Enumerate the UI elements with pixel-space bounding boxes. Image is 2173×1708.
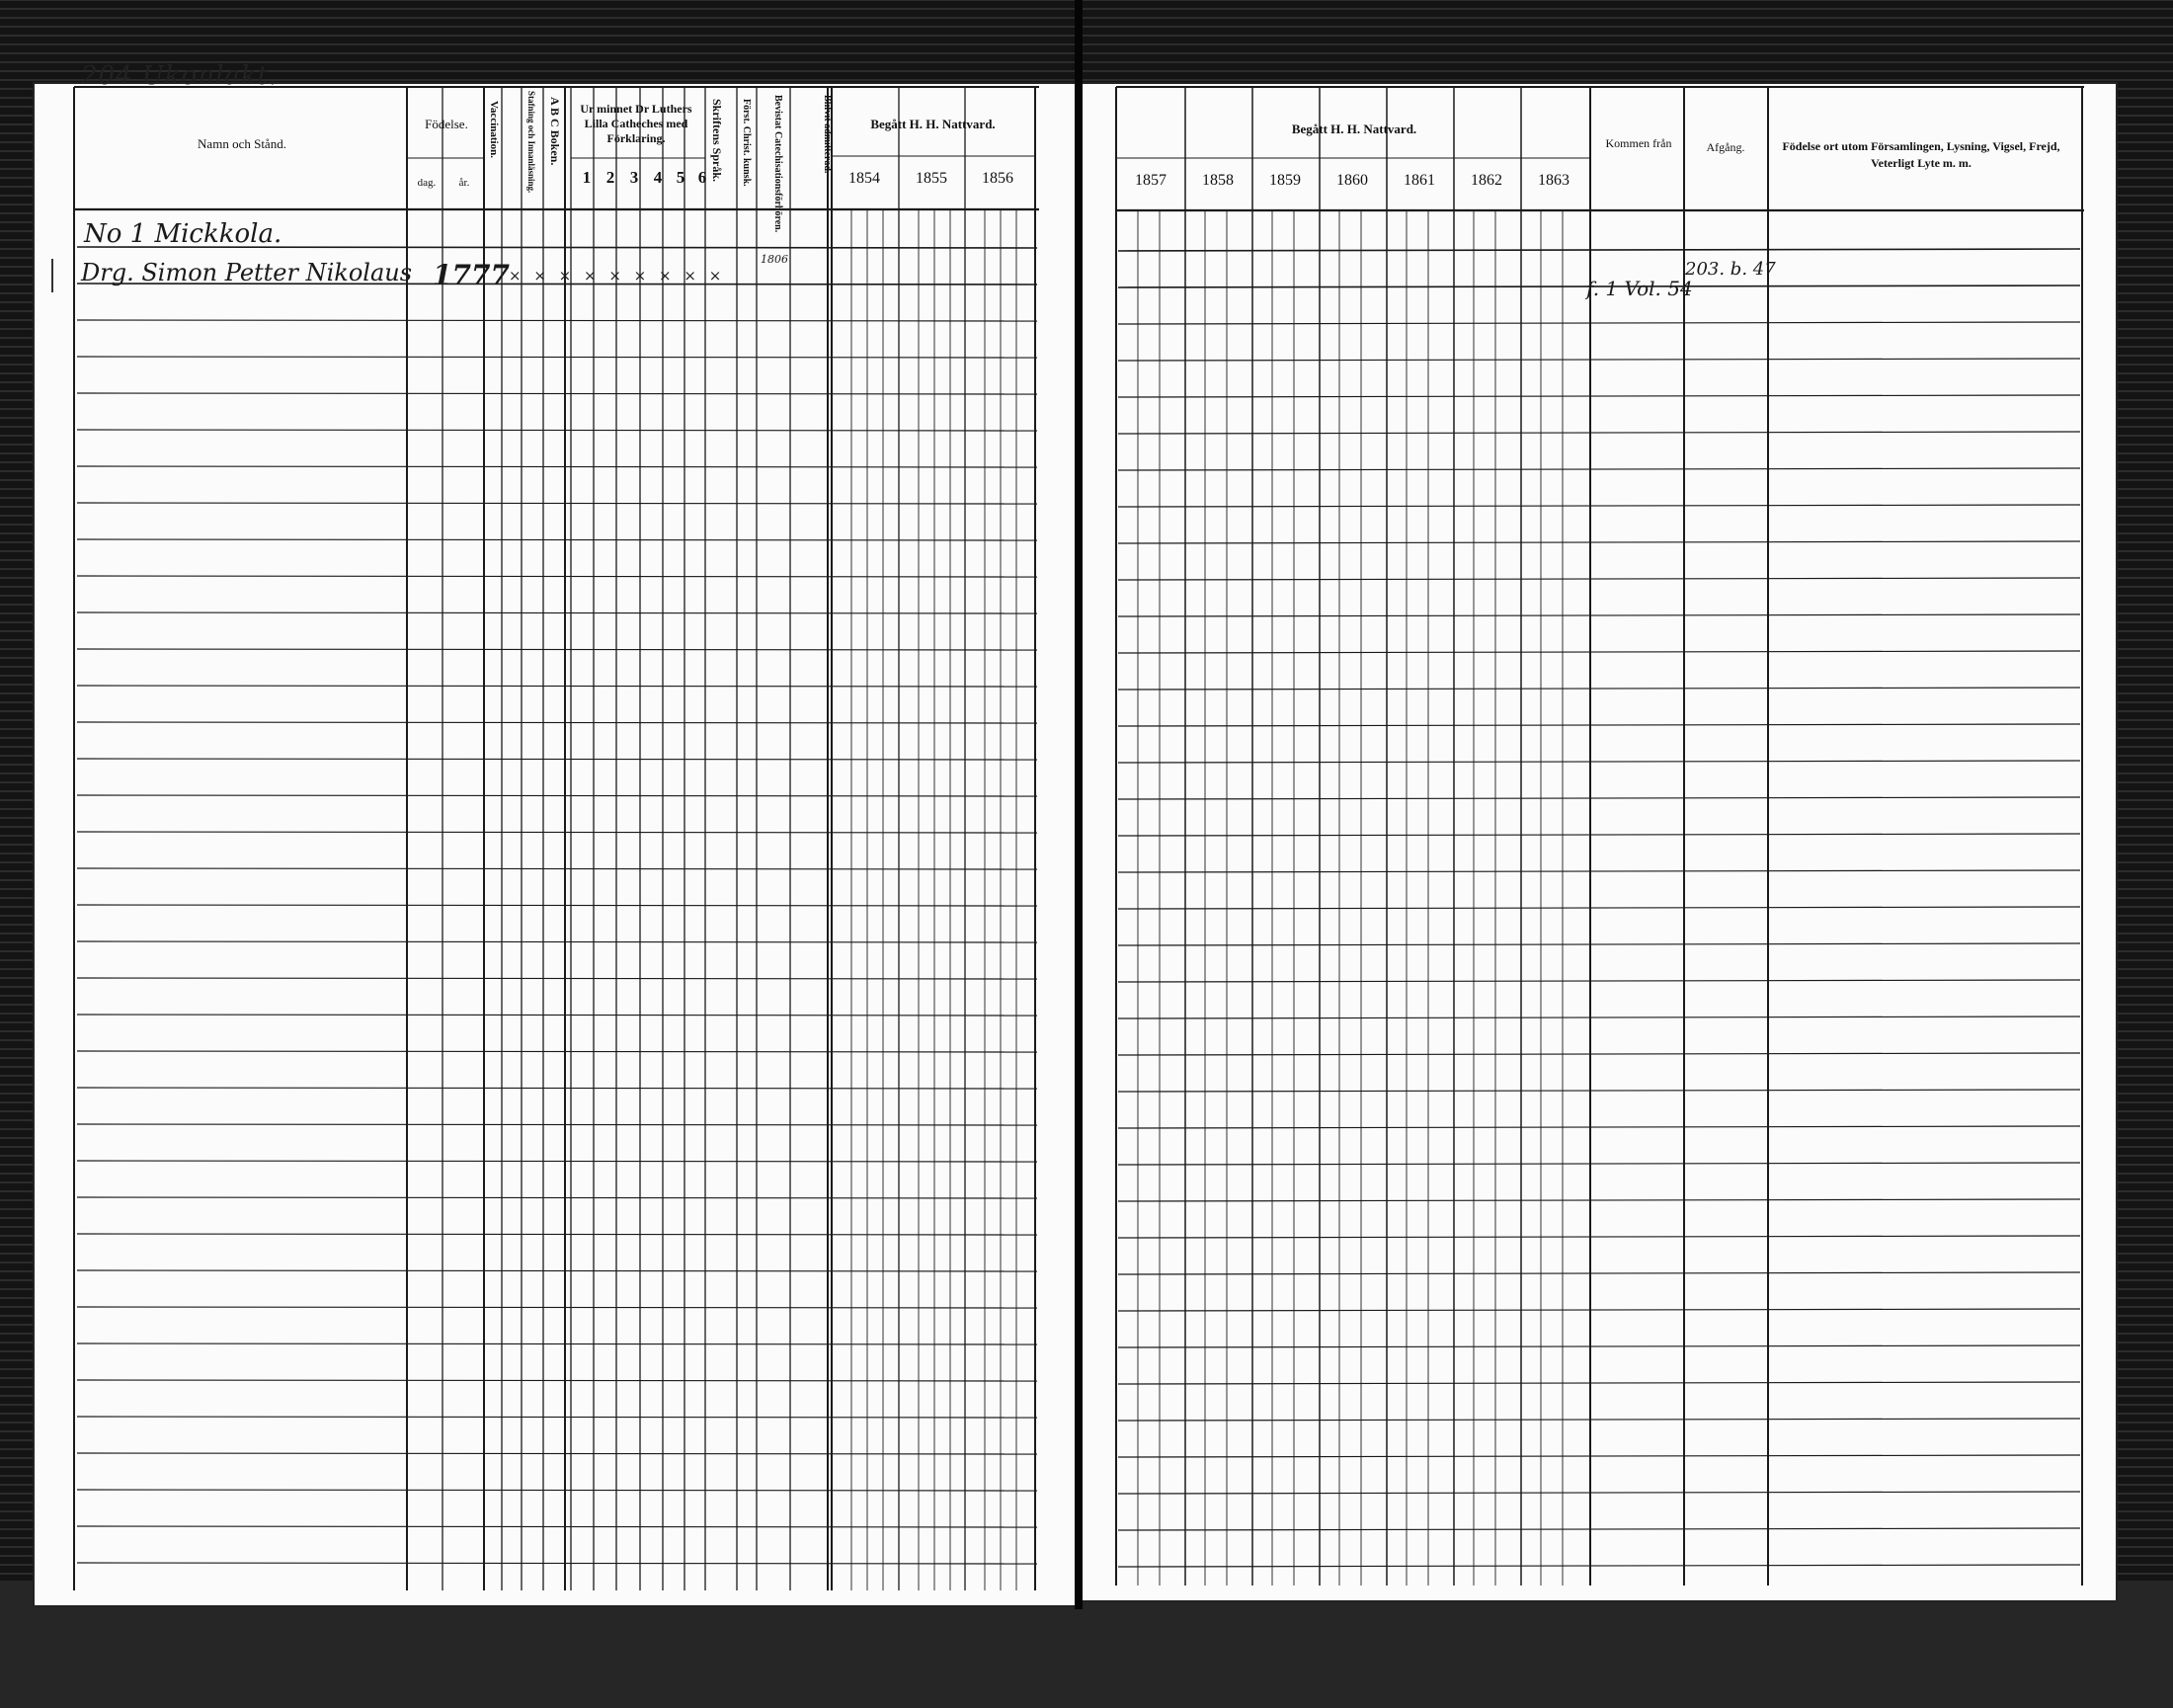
catechism-part-3: 3 <box>629 168 639 187</box>
grid-line <box>1118 578 2080 580</box>
grid-line <box>1118 1053 2080 1055</box>
grid-line <box>1118 1090 2080 1092</box>
grid-line <box>77 649 1037 650</box>
grid-line <box>1118 1236 2080 1238</box>
year-right-1860: 1860 <box>1336 172 1368 189</box>
header-afgang: Afgång. <box>1706 140 1745 154</box>
grid-line <box>77 357 1037 358</box>
grid-line <box>77 1088 1037 1089</box>
entry-household: No 1 Mickkola. <box>84 219 282 249</box>
grid-line <box>77 1124 1037 1125</box>
grid-line <box>1118 688 2080 690</box>
header-vaccination: Vaccination. <box>488 101 500 158</box>
grid-line <box>77 393 1037 394</box>
grid-line <box>77 795 1037 796</box>
grid-line <box>1118 834 2080 836</box>
grid-line <box>1118 1199 2080 1201</box>
grid-line <box>1118 1419 2080 1421</box>
grid-line <box>77 978 1037 979</box>
grid-line <box>1118 1345 2080 1347</box>
grid-line <box>77 1051 1037 1052</box>
grid-line <box>1118 395 2080 397</box>
grid-line <box>77 466 1037 467</box>
grid-line <box>77 1161 1037 1162</box>
header-ar: år. <box>458 177 470 189</box>
grid-line <box>1118 1492 2080 1494</box>
grid-line <box>77 320 1037 321</box>
grid-line <box>1118 761 2080 763</box>
grid-line <box>1118 249 2080 251</box>
grid-line <box>77 1380 1037 1381</box>
page-number-note: 204 Ukonlakt. <box>81 61 279 91</box>
grid-line <box>77 1417 1037 1418</box>
grid-line <box>77 1270 1037 1271</box>
catechism-part-2: 2 <box>605 168 615 187</box>
grid-line <box>1118 1017 2080 1018</box>
header-skriften: Skriftens Språk. <box>710 99 724 183</box>
grid-line <box>1118 870 2080 872</box>
year-right-1862: 1862 <box>1471 172 1502 189</box>
grid-line <box>77 722 1037 723</box>
grid-line <box>1118 797 2080 799</box>
grid-line <box>1118 359 2080 361</box>
header-catechism: Ur minnet Dr Luthers Lilla Catheches med Förklaring. <box>580 102 692 145</box>
grid-line <box>77 539 1037 540</box>
grid-line <box>77 1526 1037 1527</box>
grid-line <box>1118 1272 2080 1274</box>
header-stafning: Stafning och Innanläsning. <box>526 91 536 194</box>
year-left-1854: 1854 <box>848 170 880 187</box>
grid-line <box>77 1307 1037 1308</box>
grid-line <box>77 686 1037 687</box>
entry-kommen-fran: f. 1 Vol. 54 <box>1586 277 1693 300</box>
year-right-1857: 1857 <box>1135 172 1167 189</box>
catechism-part-4: 4 <box>653 168 663 187</box>
header-abc: A B C Boken. <box>548 97 562 166</box>
header-namn-och-stand: Namn och Stånd. <box>198 136 286 151</box>
grid-line <box>1118 322 2080 324</box>
year-right-1859: 1859 <box>1269 172 1301 189</box>
grid-line <box>77 759 1037 760</box>
grid-line <box>77 832 1037 833</box>
header-fodelseort: Födelse ort utom Församlingen, Lysning, Vigsel, Frejd, Veterligt Lyte m. m. <box>1782 139 2060 170</box>
year-right-1863: 1863 <box>1538 172 1569 189</box>
grid-line <box>77 1234 1037 1235</box>
catechism-part-6: 6 <box>697 168 707 187</box>
grid-line <box>1118 907 2080 909</box>
grid-line <box>77 941 1037 942</box>
grid-line <box>77 1453 1037 1454</box>
grid-line <box>77 1343 1037 1344</box>
grid-line <box>77 503 1037 504</box>
header-blifvit: Blifvit admitterad. <box>822 95 833 174</box>
entry-admitted-note: 1806 <box>761 253 788 266</box>
grid-line <box>1118 1163 2080 1165</box>
year-right-1861: 1861 <box>1404 172 1435 189</box>
grid-line <box>77 576 1037 577</box>
grid-line <box>1118 1528 2080 1530</box>
grid-line <box>1118 1565 2080 1567</box>
grid-line <box>1118 1126 2080 1128</box>
header-forst: Först. Christ. kunsk. <box>741 99 752 187</box>
grid-line <box>1118 541 2080 543</box>
header-nattvard-left: Begått H. H. Nattvard. <box>870 117 996 131</box>
grid-line <box>1118 651 2080 653</box>
grid-line <box>1118 505 2080 507</box>
entry-birth-year: 1777 <box>433 259 510 291</box>
grid-line <box>1118 432 2080 434</box>
catechism-part-1: 1 <box>582 168 592 187</box>
grid-line <box>77 1490 1037 1491</box>
grid-line <box>1118 724 2080 726</box>
grid-line <box>77 868 1037 869</box>
year-left-1856: 1856 <box>982 170 1013 187</box>
header-kommen-fran: Kommen från <box>1605 136 1672 150</box>
header-bevistat: Bevistat Catechisationsförhören. <box>772 95 783 233</box>
grid-line <box>1118 468 2080 470</box>
grid-line <box>1118 943 2080 945</box>
grid-line <box>1118 1309 2080 1311</box>
header-fodelse: Födelse. <box>425 117 468 131</box>
year-right-1858: 1858 <box>1202 172 1234 189</box>
header-dag: dag. <box>417 177 437 189</box>
entry-marks: × × × × × × × × × <box>509 267 726 285</box>
grid-line <box>77 1197 1037 1198</box>
grid-line <box>1118 1455 2080 1457</box>
header-nattvard-right: Begått H. H. Nattvard. <box>1291 122 1417 136</box>
grid-line <box>1118 1382 2080 1384</box>
entry-afgang: 203. b. 47 <box>1685 259 1776 280</box>
grid-line <box>77 430 1037 431</box>
grid-line <box>1118 614 2080 616</box>
grid-line <box>77 1563 1037 1564</box>
grid-line <box>77 1015 1037 1016</box>
grid-line <box>1118 980 2080 982</box>
grid-line <box>77 612 1037 613</box>
year-left-1855: 1855 <box>916 170 947 187</box>
grid-line <box>77 905 1037 906</box>
entry-name: Drg. Simon Petter Nikolaus <box>81 259 413 286</box>
bracket-mark-icon <box>51 259 63 292</box>
catechism-part-5: 5 <box>676 168 685 187</box>
